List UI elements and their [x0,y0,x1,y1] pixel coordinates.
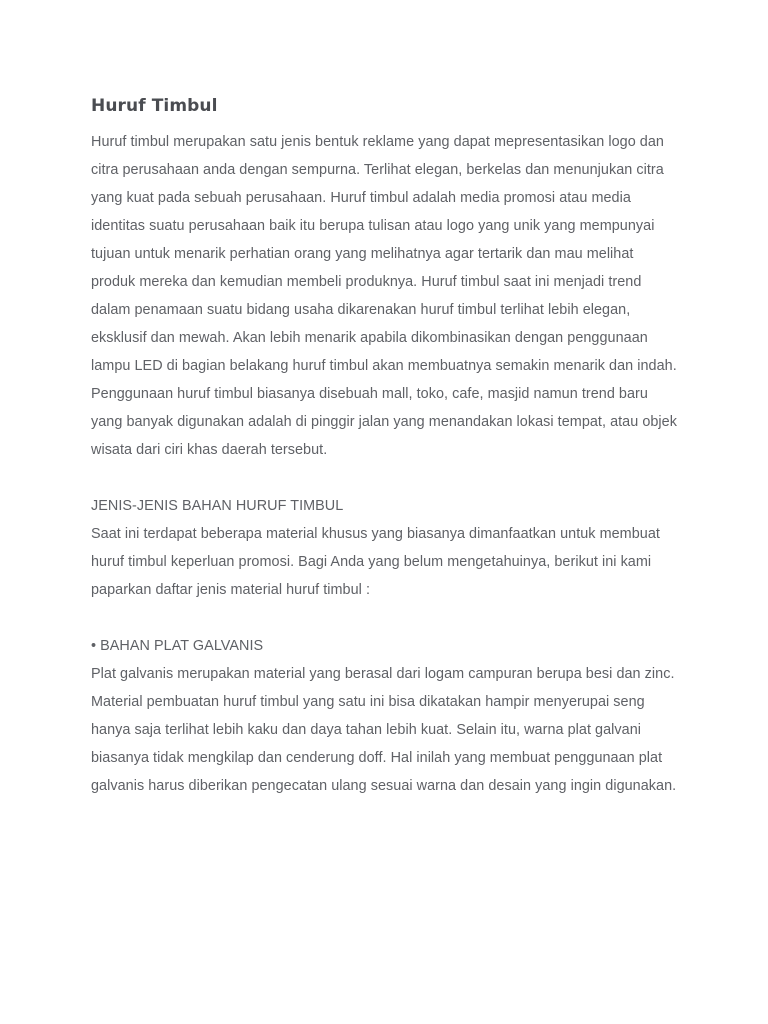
usage-paragraph: Penggunaan huruf timbul biasanya disebuah mall, toko, cafe, masjid namun trend baru yang banyak digunakan adalah di pinggir jalan yang menandakan lokasi tempat, atau objek wisata dari ciri khas daerah tersebut. [91,386,677,458]
section-heading: JENIS-JENIS BAHAN HURUF TIMBUL [91,498,344,514]
intro-paragraph: Huruf timbul merupakan satu jenis bentuk reklame yang dapat mepresentasikan logo dan citra perusahaan anda dengan sempurna. Terlihat elegan, berkelas dan menunjukan citra yang kuat pada sebuah perusahaan. Huruf timbul adalah media promosi atau media identitas suatu perusahaan baik itu berupa tulisan atau logo yang unik yang mempunyai tujuan untuk menarik perhatian orang yang melihatnya agar tertarik dan mau melihat produk mereka dan kemudian membeli produknya. Huruf timbul saat ini menjadi trend dalam penamaan suatu bidang usaha dikarenakan huruf timbul terlihat lebih elegan, eksklusif dan mewah. Akan lebih menarik apabila dikombinasikan dengan penggunaan lampu LED di bagian belakang huruf timbul akan membuatnya semakin menarik dan indah. [91,134,677,374]
material-paragraph: Plat galvanis merupakan material yang berasal dari logam campuran berupa besi dan zinc. Material pembuatan huruf timbul yang satu ini bisa dikatakan hampir menyerupai seng hanya saja terlihat lebih kaku dan daya tahan lebih kuat. Selain itu, warna plat galvani biasanya tidak mengkilap dan cenderung doff. Hal inilah yang membuat penggunaan plat galvanis harus diberikan pengecatan ulang sesuai warna dan desain yang ingin digunakan. [91,666,677,794]
section-paragraph: Saat ini terdapat beberapa material khusus yang biasanya dimanfaatkan untuk membuat huruf timbul keperluan promosi. Bagi Anda yang belum mengetahuinya, berikut ini kami paparkan daftar jenis material huruf timbul : [91,526,660,598]
material-heading: • BAHAN PLAT GALVANIS [91,638,264,654]
spacer [91,464,681,492]
spacer [91,604,681,632]
document-page [91,94,681,800]
page-title: Huruf Timbul [91,96,218,116]
